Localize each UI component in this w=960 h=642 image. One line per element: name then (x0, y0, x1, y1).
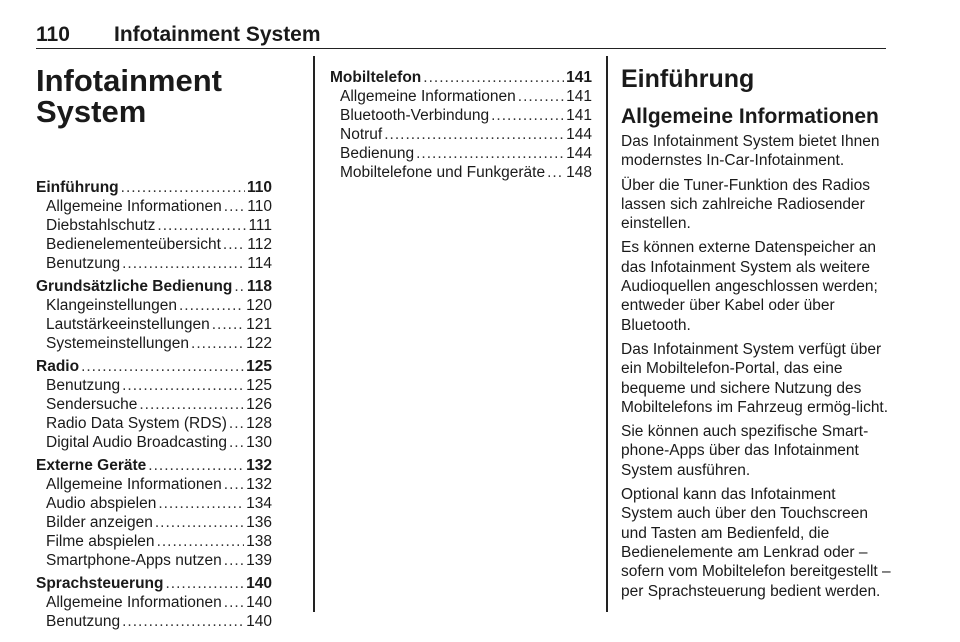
toc-entry[interactable] (36, 513, 272, 532)
toc-page-number: 125 (246, 377, 272, 394)
toc-page-number: 140 (246, 575, 272, 592)
toc-entry-title: Bilder anzeigen (46, 514, 153, 531)
toc-entry-title: Smartphone-Apps nutzen (46, 552, 222, 569)
toc-page-number: 110 (247, 198, 272, 215)
toc-page-number: 132 (246, 457, 272, 474)
toc-chapter-entry[interactable] (36, 456, 272, 475)
paragraph: Das Infotainment System verfügt über ein Mobiltelefon-Portal, das eine bequeme und sichere Nutzung des Mobiltelefons im Fahrzeug ermög-licht. (621, 340, 889, 416)
dot-leader (122, 612, 244, 631)
toc-entry[interactable] (330, 144, 592, 163)
toc-entry-title: Mobiltelefone und Funkgeräte (340, 164, 546, 181)
toc-entry-title: Bluetooth-Verbindung (340, 107, 490, 124)
toc-page-number: 136 (246, 514, 272, 531)
toc-page-number: 130 (246, 434, 272, 451)
toc-entry-title: Radio Data System (RDS) (46, 415, 227, 432)
toc-entry[interactable] (36, 376, 272, 395)
toc-page-number: 122 (246, 335, 272, 352)
toc-entry[interactable] (36, 254, 272, 273)
section-heading: Einführung (621, 65, 755, 93)
toc-page-number: 144 (566, 145, 592, 162)
toc-entry[interactable] (330, 87, 592, 106)
dot-leader (139, 395, 244, 414)
toc-page-number: 128 (246, 415, 272, 432)
toc-entry[interactable] (36, 197, 272, 216)
toc-entry-title: Radio (36, 358, 80, 375)
dot-leader (165, 574, 244, 593)
dot-leader (224, 593, 244, 612)
dot-leader (491, 106, 564, 125)
toc-entry[interactable] (330, 106, 592, 125)
dot-leader (179, 296, 244, 315)
toc-page-number: 111 (248, 217, 272, 234)
dot-leader (224, 551, 244, 570)
toc-entry-title: Bedienelementeübersicht (46, 236, 221, 253)
dot-leader (122, 254, 245, 273)
toc-entry[interactable] (36, 334, 272, 353)
toc-entry-title: Externe Geräte (36, 457, 147, 474)
dot-leader (416, 144, 564, 163)
page-header (36, 22, 886, 49)
paragraph: Sie können auch spezifische Smart-phone-Apps über das Infotainment System ausführen. (621, 423, 869, 479)
table-of-contents-continued (330, 68, 592, 182)
toc-page-number: 141 (566, 69, 592, 86)
paragraph: Über die Tuner-Funktion des Radios lassen sich zahlreiche Radiosender einstellen. (621, 176, 870, 233)
dot-leader (81, 357, 244, 376)
toc-entry[interactable] (36, 494, 272, 513)
paragraph: Das Infotainment System bietet Ihnen modernstes In-Car-Infotainment. (621, 133, 880, 170)
toc-section (36, 277, 272, 353)
toc-entry[interactable] (36, 475, 272, 494)
content-column (621, 56, 891, 606)
paragraph: Optional kann das Infotainment System auch über den Touchscreen und Tasten am Bedienfeld, die Bedienelemente am Lenkrad oder – sofern vom Mobiltelefon bereitgestellt – per Sprachsteuerung bedient werden. (621, 486, 891, 600)
dot-leader (423, 68, 564, 87)
toc-entry[interactable] (36, 532, 272, 551)
dot-leader (547, 163, 564, 182)
header-title: Infotainment System (114, 23, 321, 46)
dot-leader (234, 277, 245, 296)
toc-entry-title: Filme abspielen (46, 533, 155, 550)
toc-section (36, 178, 272, 273)
toc-entry[interactable] (36, 315, 272, 334)
column-divider-1 (313, 56, 315, 612)
dot-leader (384, 125, 564, 144)
toc-page-number: 140 (246, 613, 272, 630)
toc-page-number: 138 (246, 533, 272, 550)
toc-entry[interactable] (36, 216, 272, 235)
toc-entry-title: Benutzung (46, 377, 121, 394)
toc-section (36, 456, 272, 570)
toc-entry[interactable] (36, 433, 272, 452)
dot-leader (229, 433, 244, 452)
toc-chapter-entry[interactable] (36, 357, 272, 376)
dot-leader (155, 513, 244, 532)
toc-entry[interactable] (36, 612, 272, 631)
toc-page-number: 141 (566, 88, 592, 105)
chapter-title (36, 65, 272, 127)
toc-entry[interactable] (36, 395, 272, 414)
toc-page-number: 118 (246, 278, 272, 295)
toc-entry-title: Notruf (340, 126, 383, 143)
toc-section (330, 68, 592, 182)
toc-entry-title: Einführung (36, 179, 119, 196)
toc-entry-title: Sprachsteuerung (36, 575, 164, 592)
toc-entry[interactable] (36, 235, 272, 254)
toc-page-number: 125 (246, 358, 272, 375)
table-of-contents (36, 178, 272, 631)
toc-section (36, 574, 272, 631)
toc-page-number: 139 (246, 552, 272, 569)
toc-section (36, 357, 272, 452)
toc-entry-title: Lautstärkeeinstellungen (46, 316, 210, 333)
chapter-title-line: System (36, 94, 147, 129)
toc-page-number: 121 (246, 316, 272, 333)
dot-leader (191, 334, 244, 353)
toc-chapter-entry[interactable] (330, 68, 592, 87)
body-text (621, 132, 891, 601)
toc-entry[interactable] (330, 125, 592, 144)
toc-entry-title: Allgemeine Informationen (340, 88, 516, 105)
toc-entry[interactable] (36, 296, 272, 315)
dot-leader (212, 315, 244, 334)
dot-leader (518, 87, 564, 106)
dot-leader (229, 414, 244, 433)
toc-page-number: 114 (247, 255, 272, 272)
toc-page-number: 140 (246, 594, 272, 611)
toc-page-number: 141 (566, 107, 592, 124)
toc-entry-title: Allgemeine Informationen (46, 476, 222, 493)
toc-column-left (36, 56, 272, 631)
toc-page-number: 134 (246, 495, 272, 512)
toc-entry-title: Bedienung (340, 145, 415, 162)
dot-leader (224, 197, 246, 216)
paragraph: Es können externe Datenspeicher an das Infotainment System als weitere Audioquellen angeschlossen werden; entweder über Kabel oder über Bluetooth. (621, 239, 878, 334)
toc-entry-title: Audio abspielen (46, 495, 157, 512)
toc-entry-title: Systemeinstellungen (46, 335, 190, 352)
toc-chapter-entry[interactable] (36, 574, 272, 593)
dot-leader (148, 456, 244, 475)
dot-leader (157, 216, 246, 235)
toc-entry[interactable] (330, 163, 592, 182)
dot-leader (223, 235, 245, 254)
subsection-heading: Allgemeine Informationen (621, 105, 879, 128)
toc-entry-title: Grundsätzliche Bedienung (36, 278, 233, 295)
toc-chapter-entry[interactable] (36, 178, 272, 197)
dot-leader (121, 178, 245, 197)
toc-entry-title: Sendersuche (46, 396, 138, 413)
toc-column-middle (330, 68, 592, 182)
page-number: 110 (36, 23, 70, 46)
toc-entry-title: Benutzung (46, 255, 121, 272)
toc-entry-title: Allgemeine Informationen (46, 594, 222, 611)
toc-chapter-entry[interactable] (36, 277, 272, 296)
toc-page-number: 144 (566, 126, 592, 143)
toc-page-number: 120 (246, 297, 272, 314)
dot-leader (158, 494, 244, 513)
toc-page-number: 112 (247, 236, 272, 253)
toc-entry-title: Mobiltelefon (330, 69, 422, 86)
toc-entry-title: Digital Audio Broadcasting (46, 434, 227, 451)
chapter-title-line: Infotainment (36, 63, 222, 98)
toc-entry-title: Diebstahlschutz (46, 217, 156, 234)
toc-entry[interactable] (36, 551, 272, 570)
toc-entry-title: Allgemeine Informationen (46, 198, 222, 215)
toc-entry[interactable] (36, 414, 272, 433)
toc-entry[interactable] (36, 593, 272, 612)
dot-leader (224, 475, 244, 494)
dot-leader (157, 532, 245, 551)
toc-entry-title: Benutzung (46, 613, 121, 630)
toc-entry-title: Klangeinstellungen (46, 297, 177, 314)
toc-page-number: 126 (246, 396, 272, 413)
toc-page-number: 148 (566, 164, 592, 181)
column-divider-2 (606, 56, 608, 612)
toc-page-number: 132 (246, 476, 272, 493)
toc-page-number: 110 (246, 179, 272, 196)
dot-leader (122, 376, 244, 395)
